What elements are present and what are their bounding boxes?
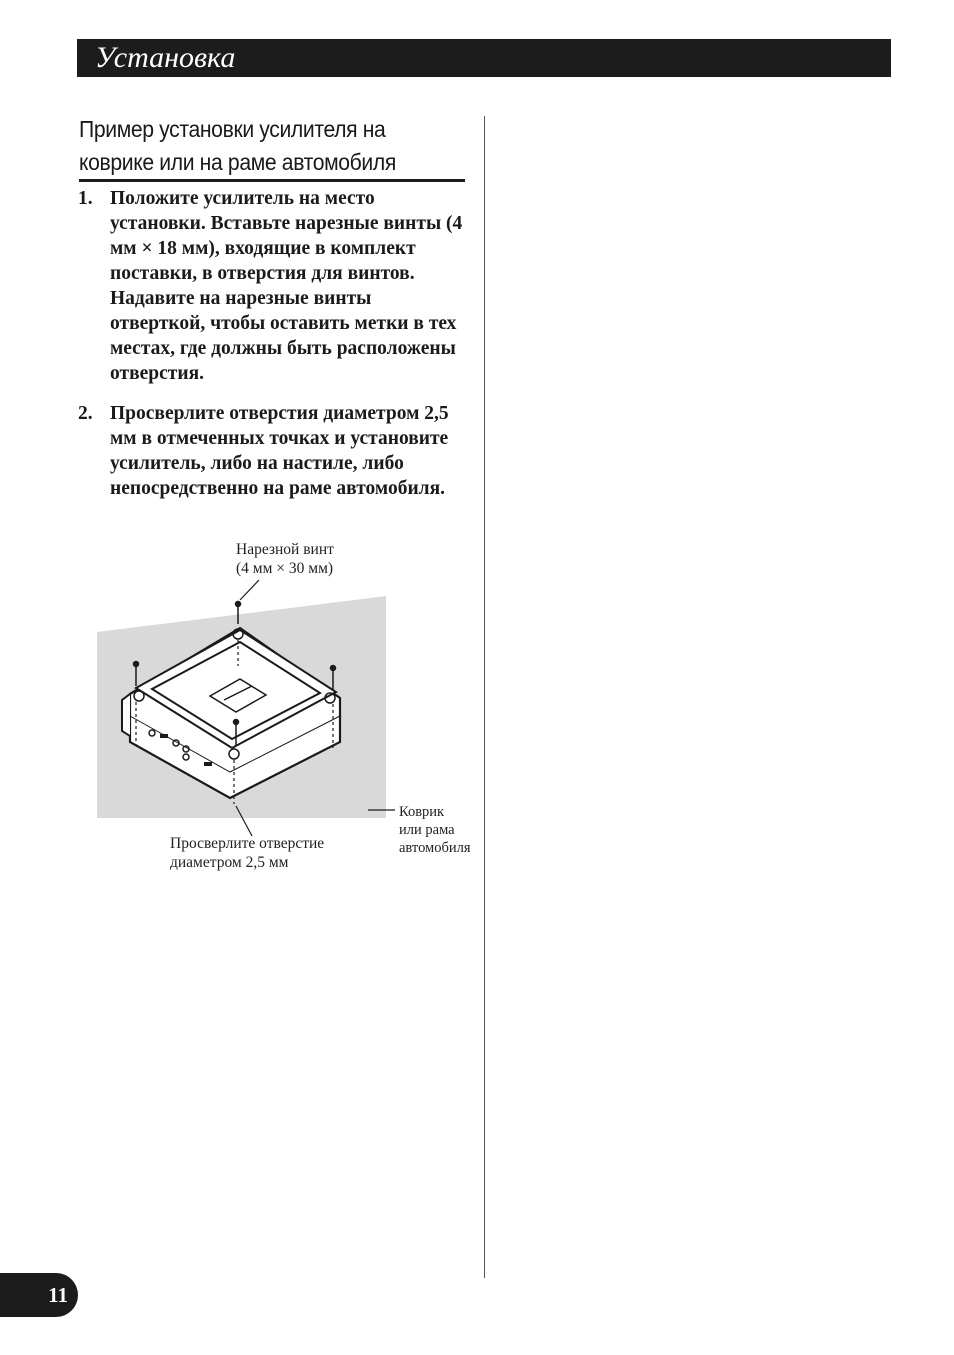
title-underline (79, 179, 465, 182)
instruction-steps (78, 186, 466, 501)
terminal (204, 762, 212, 766)
page-number-tab (0, 1273, 78, 1317)
step-text: Просверлите отверстия диаметром 2,5 мм в отмеченных точках и установите усилитель, либо на настиле, либо непосредственно на раме автомобиля. (110, 403, 449, 499)
terminal (160, 734, 168, 738)
installation-illustration (90, 536, 485, 881)
page-number: 11 (48, 1283, 68, 1307)
step-text: Положите усилитель на место установки. Вставьте нарезные винты (4 мм × 18 мм), входящие в комплект поставки, в отверстия для винтов. Надавите на нарезные винты отверткой, чтобы оставить метки в тех местах, где должны быть расположены отверстия. (110, 188, 463, 384)
screw-label: Нарезной винт (4 мм × 30 мм) (236, 541, 334, 577)
mat-label: Коврик или рама автомобиля (399, 804, 471, 856)
step-1 (78, 186, 466, 386)
section-header-title: Установка (95, 41, 236, 74)
section-header-bar (77, 39, 891, 77)
drill-hole-label: Просверлите отверстие диаметром 2,5 мм (170, 835, 325, 871)
step-2 (78, 401, 466, 501)
step-number: 2. (78, 403, 93, 424)
step-number: 1. (78, 188, 93, 209)
section-title: Пример установки усилителя на коврике или на раме автомобиля (79, 116, 396, 175)
